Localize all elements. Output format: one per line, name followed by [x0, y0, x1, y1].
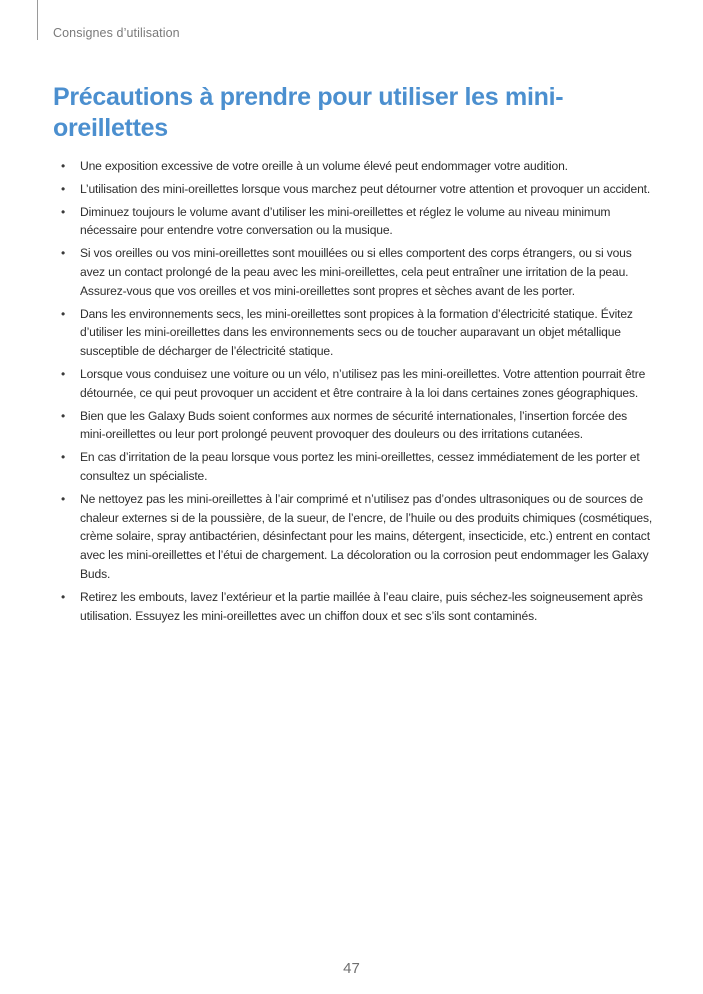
list-item-text: Retirez les embouts, lavez l’extérieur et la partie maillée à l’eau claire, puis séchez-les soigneusement après utilisation. Essuyez les mini-oreillettes avec un chiffon doux et sec s’ils sont contaminés. — [80, 589, 643, 623]
list-item — [53, 157, 653, 176]
list-item-text: En cas d’irritation de la peau lorsque vous portez les mini-oreillettes, cessez immédiatement de les porter et consultez un spécialiste. — [80, 450, 640, 483]
list-item-text: Dans les environnements secs, les mini-oreillettes sont propices à la formation d’électricité statique. Évitez d’utiliser les mini-oreillettes dans les environnements secs ou de toucher auparavant un objet métallique susceptible de décharger de l’électricité statique. — [80, 306, 633, 359]
list-item — [53, 244, 653, 300]
list-item — [53, 588, 653, 626]
list-item-text: Si vos oreilles ou vos mini-oreillettes sont mouillées ou si elles comportent des corps étrangers, ou si vous avez un contact prolongé de la peau avec les mini-oreillettes, cela peut entraîner une irritation de la peau. Assurez-vous que vos oreilles et vos mini-oreillettes sont propres et sèches avant de les porter. — [80, 246, 632, 298]
list-item — [53, 490, 653, 584]
bullet-icon: • — [61, 246, 66, 261]
bullet-icon: • — [61, 491, 66, 506]
list-item-text: Lorsque vous conduisez une voiture ou un vélo, n’utilisez pas les mini-oreillettes. Votre attention pourrait être détournée, ce qui peut provoquer un accident et être contraire à la loi dans certaines zones géographiques. — [80, 366, 646, 400]
bullet-icon: • — [61, 450, 66, 465]
bullet-icon: • — [61, 159, 66, 173]
list-item — [53, 407, 653, 445]
header-margin-rule — [37, 0, 38, 40]
bullet-icon: • — [61, 204, 66, 219]
list-item-text: Ne nettoyez pas les mini-oreillettes à l’air comprimé et n’utilisez pas d’ondes ultrasoniques ou de sources de chaleur externes si de la poussière, de la sueur, de l’encre, de l’huile ou des produits chimiques (cosmétiques, crème solaire, spray antibactérien, désinfectant pour les mains, détergent, insecticide, etc.) entrent en contact avec les mini-oreillettes et l’étui de chargement. La décoloration ou la corrosion peut endommager les Galaxy Buds. — [80, 491, 653, 581]
precautions-list — [53, 157, 653, 629]
bullet-icon: • — [61, 589, 66, 604]
list-item — [53, 448, 653, 486]
running-header: Consignes d’utilisation — [53, 26, 180, 40]
page-title: Précautions à prendre pour utiliser les mini-oreillettes — [53, 83, 564, 142]
bullet-icon: • — [61, 306, 66, 321]
list-item — [53, 305, 653, 361]
bullet-icon: • — [61, 408, 66, 423]
list-item — [53, 365, 653, 403]
list-item-text: Diminuez toujours le volume avant d’utiliser les mini-oreillettes et réglez le volume au niveau minimum nécessaire pour entendre votre conversation ou la musique. — [80, 204, 611, 238]
list-item — [53, 180, 653, 199]
list-item-text: Une exposition excessive de votre oreille à un volume élevé peut endommager votre audition. — [80, 159, 568, 173]
list-item-text: Bien que les Galaxy Buds soient conformes aux normes de sécurité internationales, l’insertion forcée des mini-oreillettes ou leur port prolongé peuvent provoquer des douleurs ou des irritations cutanées. — [80, 408, 628, 442]
list-item-text: L’utilisation des mini-oreillettes lorsque vous marchez peut détourner votre attention et provoquer un accident. — [80, 181, 651, 196]
bullet-icon: • — [61, 366, 66, 381]
list-item — [53, 203, 653, 241]
bullet-icon: • — [61, 181, 66, 196]
page-number: 47 — [343, 960, 360, 977]
